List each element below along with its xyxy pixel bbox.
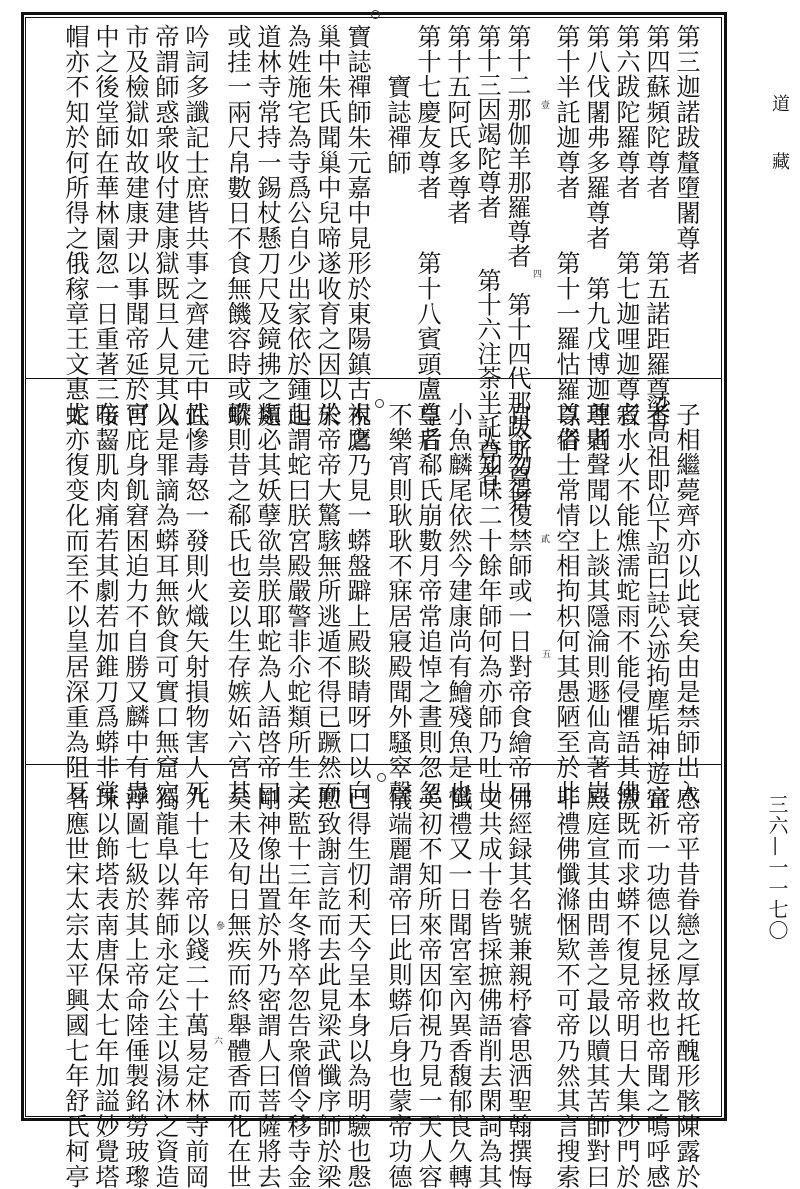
text-column: 性慘毒怒一發則火熾矢射損物害人死: [181, 402, 209, 806]
text-column: 子相繼薨齊亦以此衰矣由是禁師出入: [672, 402, 700, 806]
block-mark: 貳: [541, 535, 551, 545]
text-column: 矣未及旬日無疾而終舉體香而化在世: [223, 786, 251, 1189]
text-column: 第十七慶友尊者 第十八賓頭盧尊者: [413, 24, 441, 453]
block-mark: 參: [216, 922, 226, 932]
text-column: 殿庭宣其由問善之最以贖其苦師對曰: [582, 786, 610, 1189]
text-column: 剛神像出置於外乃密謂人曰菩薩將去: [253, 786, 281, 1189]
text-column: 懺禮又一日聞宮室內異香馥郁良久轉: [444, 786, 472, 1189]
block-mark: 四: [533, 270, 543, 280]
text-column: 天監十三年冬將卒忽告衆僧令移寺金: [283, 786, 311, 1189]
text-column: 第三迦諾跋釐墮闍尊者: [672, 24, 700, 276]
text-column: 已得生忉利天今呈本身以為明驗也慇: [343, 786, 371, 1189]
text-column: 起謂蛇曰朕宮殿嚴警非尒蛇類所生之: [283, 402, 311, 806]
text-column: 一人知味二十餘年師何為亦師乃吐出: [474, 402, 502, 806]
text-column: 寶誌禪師: [383, 24, 411, 176]
text-column: 浮圖七級於其上帝命陸倕製銘勞玻瓈: [121, 786, 149, 1189]
block-mark: 壹: [541, 101, 551, 111]
text-column: 為姓施宅為寺爲公自少出家依於鍾山: [283, 24, 311, 428]
text-column: 佛經録其名號兼親杼睿思洒聖翰撰悔: [504, 786, 532, 1189]
text-column: 唼齧肌肉痛若其劇若加錐刀爲蟒非常: [91, 402, 119, 806]
text-column: 感帝平昔眷戀之厚故托醜形骸陳露於: [672, 786, 700, 1189]
text-column: 美初不知所來帝因仰視乃見一天人容: [414, 786, 442, 1189]
text-column: 珠以飾塔表南唐保太七年加謚妙覺塔: [91, 786, 119, 1189]
text-column: 寶誌禪師朱元嘉中見形於東陽鎮古木鷹: [343, 24, 371, 453]
text-column: 道林寺常持一錫杖懸刀尺及鏡拂之類: [253, 24, 281, 428]
text-column: 蟒則昔之郗氏也妾以生存嫉妬六宮其: [223, 402, 251, 806]
text-column: 寂水火不能燋濡蛇雨不能侵懼語其佛: [612, 402, 640, 806]
text-column: 蛇亦復变化而至不以皇居深重為阻耳: [61, 402, 89, 806]
text-column: 巢中朱氏聞巢中兒啼遂收育之因以朱: [313, 24, 341, 428]
text-column: 激既而求蟒不復見帝明日大集沙門於: [612, 786, 640, 1189]
text-column: 理則聲聞以上談其隱淪則遯仙高著豈: [582, 402, 610, 806]
text-column: 第十二那伽羊那羅尊者 第十四代那跋斯尊者: [503, 24, 531, 512]
page-number: 三六—一一七〇: [765, 794, 789, 941]
block-mark: 五: [542, 650, 552, 660]
text-column: 帝祈一功德以見拯救也帝聞之嗚呼感: [642, 786, 670, 1189]
text-column: 獨龍阜以葬師永定公主以湯沐之資造: [151, 786, 179, 1189]
text-column: 小魚麟尾依然今建康尚有鱠殘魚是也: [444, 402, 472, 806]
text-column: 不樂宵則耿耿不寐居寢殿聞外騷窣聲: [384, 402, 412, 806]
text-column: 於帝帝大驚駭無所逃遁不得已蹶然而: [313, 402, 341, 806]
text-column: 名應世宋太宗太平興國七年舒氏柯亭: [61, 786, 89, 1189]
text-column: 第四蘇頻陀尊者 第五諾距羅尊者: [642, 24, 670, 428]
text-column: 以俗士常情空相拘枳何其愚陋至於此: [552, 402, 580, 806]
text-column: 皇后郗氏崩數月帝常追悼之晝則忽忽: [414, 402, 442, 806]
text-column: 市及檢獄如故建康尹以事聞帝延於宮: [121, 24, 149, 428]
text-column: 梁高祖即位下詔曰誌公迹拘塵垢神遊宜: [642, 395, 670, 810]
text-column: 視之乃見一蟒盤躃上殿睒睛呀口以向: [343, 402, 371, 806]
circle-mark: [371, 10, 380, 19]
text-column: 自今勿得復禁師或一日對帝食繪帝曰: [504, 402, 532, 806]
catalog-label: 道藏: [769, 94, 790, 210]
block-mark: 六: [214, 1037, 224, 1047]
text-column: 處必其妖孽欲祟朕耶蛇為人語啓帝曰: [253, 402, 281, 806]
text-column: 帽亦不知於何所得之俄稼章王文惠太: [61, 24, 89, 428]
text-column: 第十五阿氏多尊者: [443, 24, 471, 226]
text-column: 或挂一兩尺帛數日不食無饑容時或歌: [223, 24, 251, 428]
text-column: 第十半託迦尊者 第十一羅怙羅尊者: [552, 24, 580, 453]
text-column: 第八伐闍弗多羅尊者 第九戊博迦尊者: [582, 24, 610, 453]
text-column: 以是罪謫為蟒耳無飲食可實口無窟穴: [151, 402, 179, 806]
text-column: 懃致謝言訖而去此見梁武懺序師於梁: [313, 786, 341, 1189]
text-column: 中之後堂師在華林園忽一日重著三布: [91, 24, 119, 428]
text-column: 非禮佛懺滌悃欵不可帝乃然其言搜索: [552, 786, 580, 1189]
text-column: 吟詞多讖記士庶皆共事之齊建元中武: [181, 24, 209, 428]
text-column: 第六跋陀羅尊者 第七迦哩迦尊者: [612, 24, 640, 428]
text-column: 帝謂師惑衆收付建康獄既旦人見其入: [151, 24, 179, 428]
text-column: 可庇身飢窘困迫力不自勝又麟中有蟲: [121, 402, 149, 806]
text-column: 儀端麗謂帝曰此則蟒后身也蒙帝功德: [384, 786, 412, 1189]
text-column: 文共成十卷皆採摭佛語削去閑詞為其: [474, 786, 502, 1189]
text-column: 第十三因竭陀尊者 第十六注荼半託尊者: [473, 24, 501, 488]
text-column: 九十七年帝以錢二十萬易定林寺前岡: [181, 786, 209, 1189]
